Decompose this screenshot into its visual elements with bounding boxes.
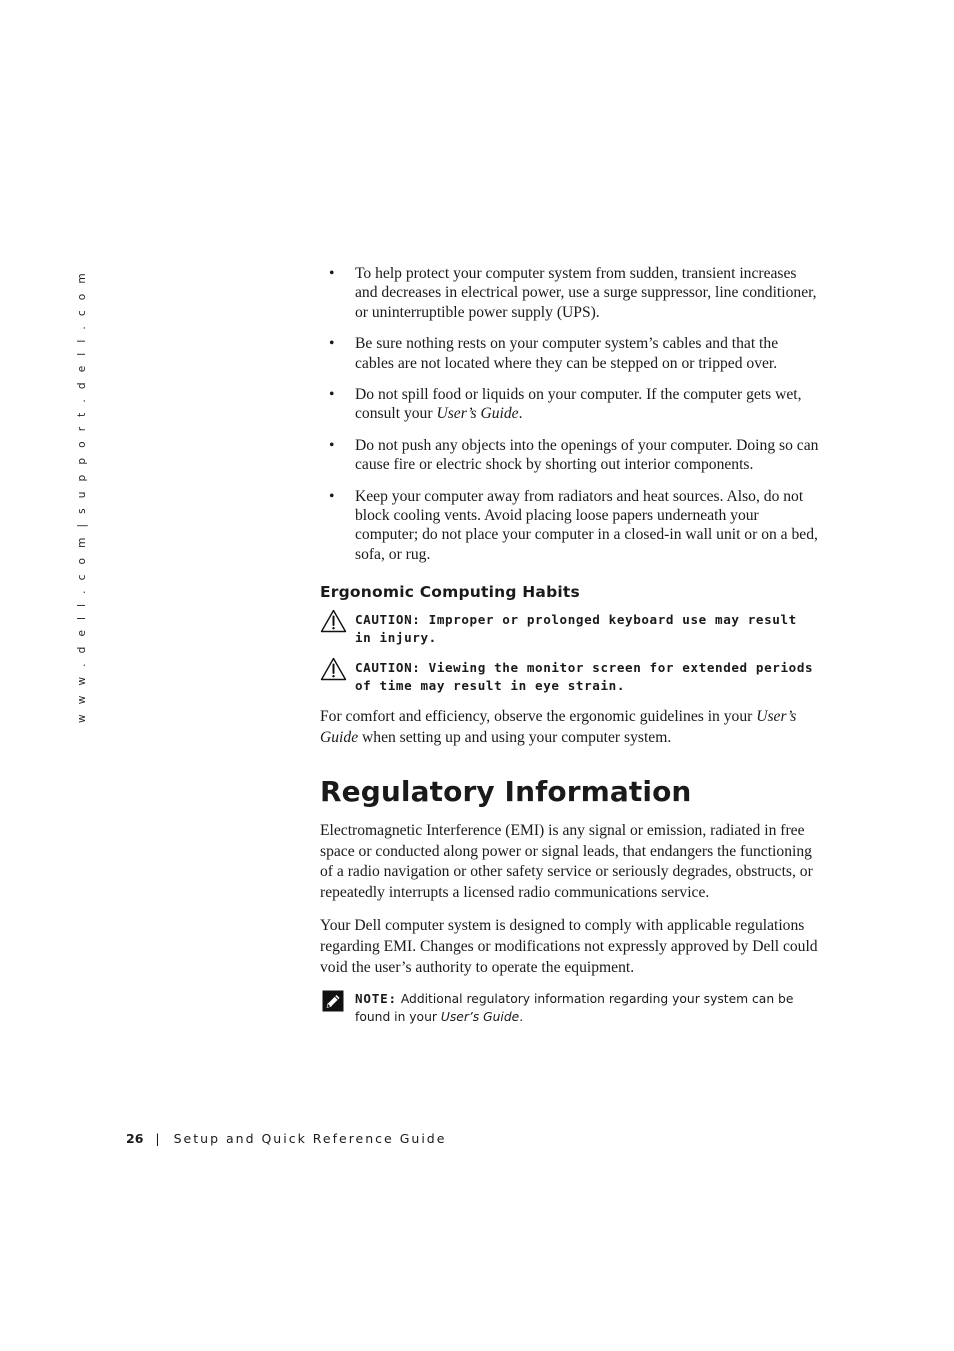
caution-keyboard: CAUTION: Improper or prolonged keyboard use may result in injury. (320, 611, 820, 647)
list-item: • Do not push any objects into the openings of your computer. Doing so can cause fire or electric shock by shorting out interior components. (329, 436, 819, 474)
note-pencil-icon (322, 990, 344, 1012)
ergonomic-heading: Ergonomic Computing Habits (320, 583, 580, 602)
sidebar-url: w w w . d e l l . c o m | s u p p o r t . d e l l . c o m (76, 270, 88, 723)
page-number: 26 (126, 1131, 144, 1146)
footer-separator: | (155, 1131, 160, 1146)
users-guide-reference: User’s Guide (436, 405, 519, 423)
warning-triangle-icon (320, 609, 347, 633)
compliance-paragraph: Your Dell computer system is designed to comply with applicable regulations regarding EMI. Changes or modifications not expressly approved by Dell could void the user’s authority to operate the equipment. (320, 917, 818, 976)
users-guide-reference: User’s Guide (440, 1010, 520, 1025)
list-item: • Be sure nothing rests on your computer system’s cables and that the cables are not located where they can be stepped on or tripped over. (329, 335, 779, 372)
warning-triangle-icon (320, 657, 347, 681)
list-item: • To help protect your computer system from sudden, transient increases and decreases in electrical power, use a surge suppressor, line conditioner, or uninterruptible power supply (UPS). (329, 265, 817, 321)
safety-bullet-list (320, 264, 820, 564)
emi-paragraph: Electromagnetic Interference (EMI) is any signal or emission, radiated in free space or conducted along power or signal leads, that endangers the functioning of a radio navigation or other safety service or seriously degrades, obstructs, or repeatedly interrupts a licensed radio communications service. (320, 821, 813, 902)
guide-title: Setup and Quick Reference Guide (173, 1131, 447, 1146)
list-item: • Do not spill food or liquids on your computer. If the computer gets wet, consult your User’s Guide. (329, 386, 802, 423)
regulatory-heading: Regulatory Information (320, 774, 692, 808)
page-content (320, 264, 820, 1026)
users-guide-reference: User’s Guide (320, 708, 797, 747)
note-label: NOTE: (355, 991, 397, 1007)
ergonomic-paragraph: For comfort and efficiency, observe the ergonomic guidelines in your User’s Guide when setting up and using your computer system. (320, 708, 797, 747)
caution-monitor: CAUTION: Viewing the monitor screen for extended periods of time may result in eye strain. (320, 659, 820, 695)
list-item: • Keep your computer away from radiators and heat sources. Also, do not block cooling vents. Avoid placing loose papers underneath your computer; do not place your computer in a closed-in wall unit or on a bed, sofa, or rug. (329, 487, 818, 563)
page-footer (126, 1131, 446, 1146)
note-regulatory: NOTE: Additional regulatory information regarding your system can be found in your User’s Guide. (320, 990, 820, 1026)
